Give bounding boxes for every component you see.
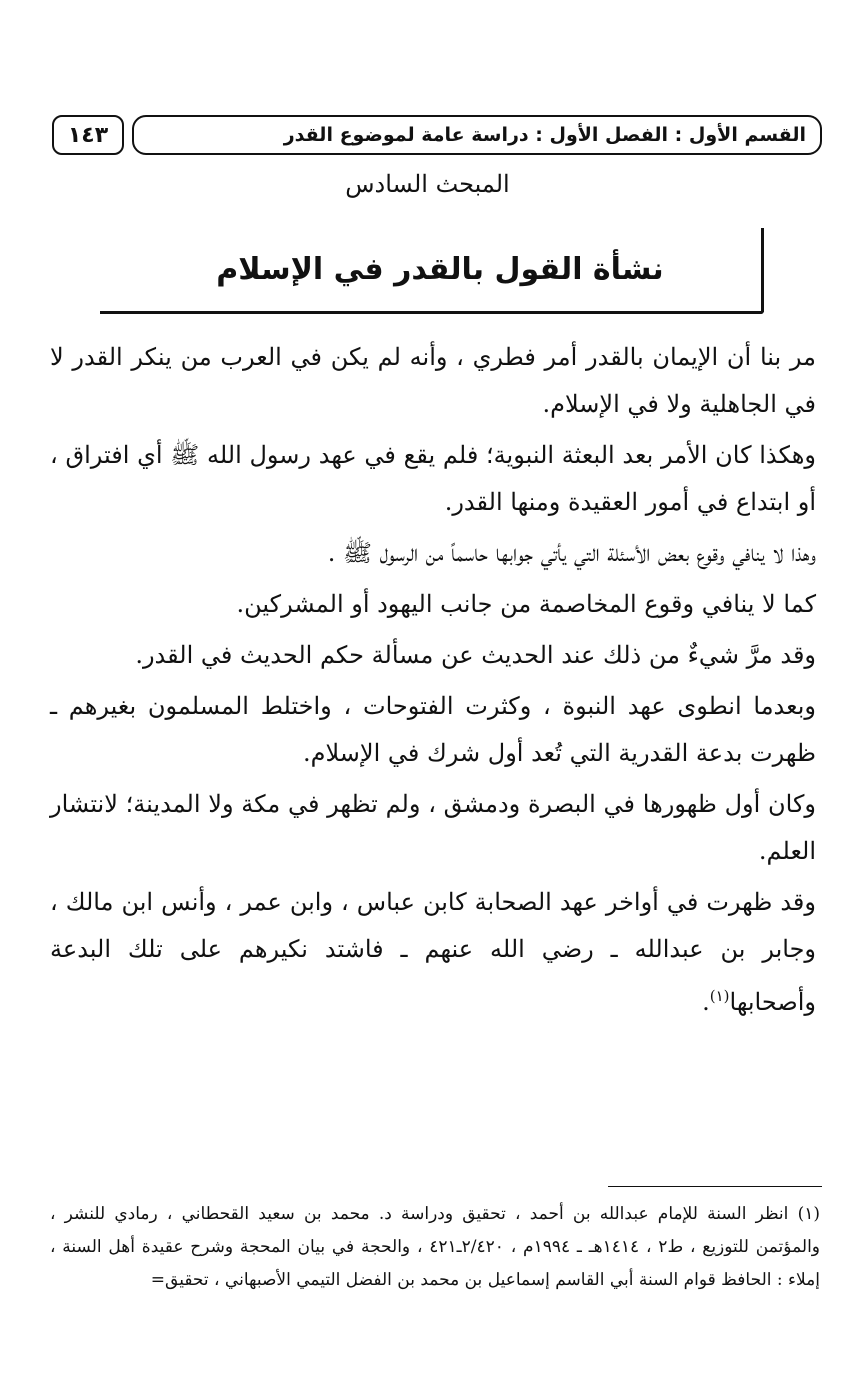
frame-line-bottom [100,311,764,314]
footnote-marker: (١) [709,987,730,1005]
section-label: المبحث السادس [345,170,510,198]
paragraph: وقد مرَّ شيءٌ من ذلك عند الحديث عن مسألة حكم الحديث في القدر. [135,641,816,669]
footnote-divider [608,1186,822,1187]
paragraph-text: وقد ظهرت في أواخر عهد الصحابة كابن عباس ، وابن عمر ، وأنس ابن مالك ، وجابر بن عبدالله ـ رضي الله عنهم ـ فاشتد نكيرهم على تلك البدعة وأصحابها [50,888,816,1016]
page-number: ١٤٣ [52,115,124,155]
paragraph: وهذا لا ينافي وقوع بعض الأسئلة التي يأتي جوابها حاسماً من الرسول ﷺ . [327,539,816,567]
paragraph: وهكذا كان الأمر بعد البعثة النبوية؛ فلم يقع في عهد رسول الله ﷺ أي افتراق ، أو ابتداع في أمور العقيدة ومنها القدر. [50,441,816,516]
body-text [50,334,816,1030]
paragraph: مر بنا أن الإيمان بالقدر أمر فطري ، وأنه لم يكن في العرب من ينكر القدر لا في الجاهلية ولا في الإسلام. [50,343,816,418]
chapter-title: نشأة القول بالقدر في الإسلام [216,252,664,287]
paragraph: وكان أول ظهورها في البصرة ودمشق ، ولم تظهر في مكة ولا المدينة؛ لانتشار العلم. [50,790,816,865]
running-title: القسم الأول : الفصل الأول : دراسة عامة لموضوع القدر [283,124,806,146]
paragraph-with-footnote [50,879,816,1026]
running-header [52,115,822,159]
paragraph-period: . [702,988,710,1016]
frame-line-right [761,228,764,312]
paragraph: وبعدما انطوى عهد النبوة ، وكثرت الفتوحات ، واختلط المسلمون بغيرهم ـ ظهرت بدعة القدرية التي تُعد أول شرك في الإسلام. [50,692,816,767]
paragraph: كما لا ينافي وقوع المخاصمة من جانب اليهود أو المشركين. [236,590,816,618]
running-title-box [132,115,822,155]
footnote: (١) انظر السنة للإمام عبدالله بن أحمد ، تحقيق ودراسة د. محمد بن سعيد القحطاني ، رمادي للنشر ، والمؤتمن للتوزيع ، ط٢ ، ١٤١٤هـ ـ ١٩٩٤م ، ٢/٤٢٠ـ٤٢١ ، والحجة في بيان المحجة وشرح عقيدة أهل السنة ، إملاء : الحافظ قوام السنة أبي القاسم إسماعيل بن محمد بن الفضل التيمي الأصبهاني ، تحقيق= [50,1204,821,1290]
